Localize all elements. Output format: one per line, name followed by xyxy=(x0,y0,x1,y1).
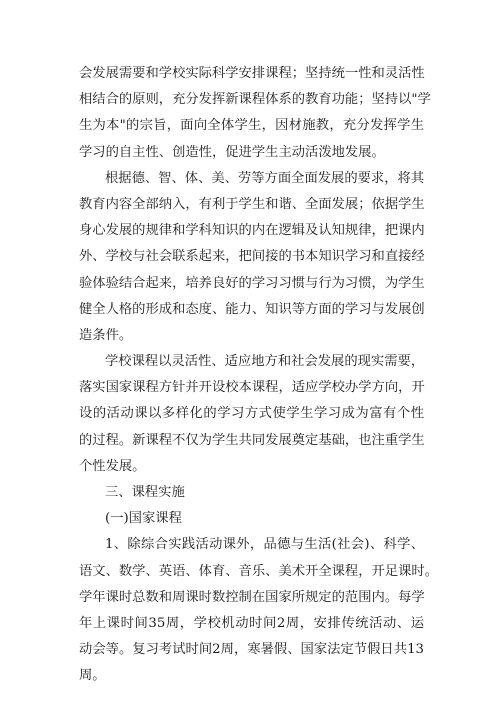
text-line: 周。 xyxy=(79,668,106,684)
text-line: 相结合的原则，充分发挥新课程体系的教育功能；坚持以"学 xyxy=(79,92,431,108)
section-heading: 三、课程实施 xyxy=(105,485,185,500)
paragraph xyxy=(79,349,424,480)
text-line: 健全人格的形成和态度、能力、知识等方面的学习与发展创 xyxy=(79,301,425,317)
subsection-heading: (一)国家课程 xyxy=(105,511,182,527)
text-line: 身心发展的规律和学科知识的内在逻辑及认知规律，把课内 xyxy=(79,223,425,239)
text-line: 会发展需要和学校实际科学安排课程；坚持统一性和灵活性 xyxy=(79,66,425,81)
text-line: 动会等。复习考试时间2周，寒暑假、国家法定节假日共13 xyxy=(79,642,424,658)
text-line: 个性发展。 xyxy=(79,458,146,474)
text-line: 语文、数学、英语、体育、音乐、美术开全课程，开足课时。 xyxy=(79,563,439,579)
text-line: 学校课程以灵活性、适应地方和社会发展的现实需要， xyxy=(105,354,425,370)
text-line: 外、学校与社会联系起来，把间接的书本知识学习和直接经 xyxy=(79,249,425,265)
document-body xyxy=(79,61,439,690)
text-line: 造条件。 xyxy=(79,327,133,343)
text-line: 年上课时间35周，学校机动时间2周，安排传统活动、运 xyxy=(79,615,424,631)
text-line: 的过程。新课程不仅为学生共同发展奠定基础，也注重学生 xyxy=(79,432,425,448)
paragraph xyxy=(79,532,439,689)
text-line: 验体验结合起来，培养良好的学习习惯与行为习惯，为学生 xyxy=(79,275,425,291)
text-line: 学习的自主性、创造性，促进学生主动活泼地发展。 xyxy=(79,144,385,160)
text-line: 根据德、智、体、美、劳等方面全面发展的要求，将其 xyxy=(105,170,425,186)
text-line: 1、除综合实践活动课外，品德与生活(社会)、科学、 xyxy=(105,537,424,553)
text-line: 生为本"的宗旨，面向全体学生，因材施教，充分发挥学生 xyxy=(79,118,424,134)
text-line: 落实国家课程方针并开设校本课程，适应学校办学方向，开 xyxy=(79,380,425,396)
paragraph xyxy=(79,166,424,349)
text-line: 设的活动课以多样化的学习方式使学生学习成为富有个性 xyxy=(79,406,424,422)
text-line: 学年课时总数和周课时数控制在国家所规定的范围内。每学 xyxy=(79,589,425,605)
text-line: 教育内容全部纳入，有利于学生和谐、全面发展；依据学生 xyxy=(79,196,425,212)
paragraph xyxy=(79,61,431,166)
